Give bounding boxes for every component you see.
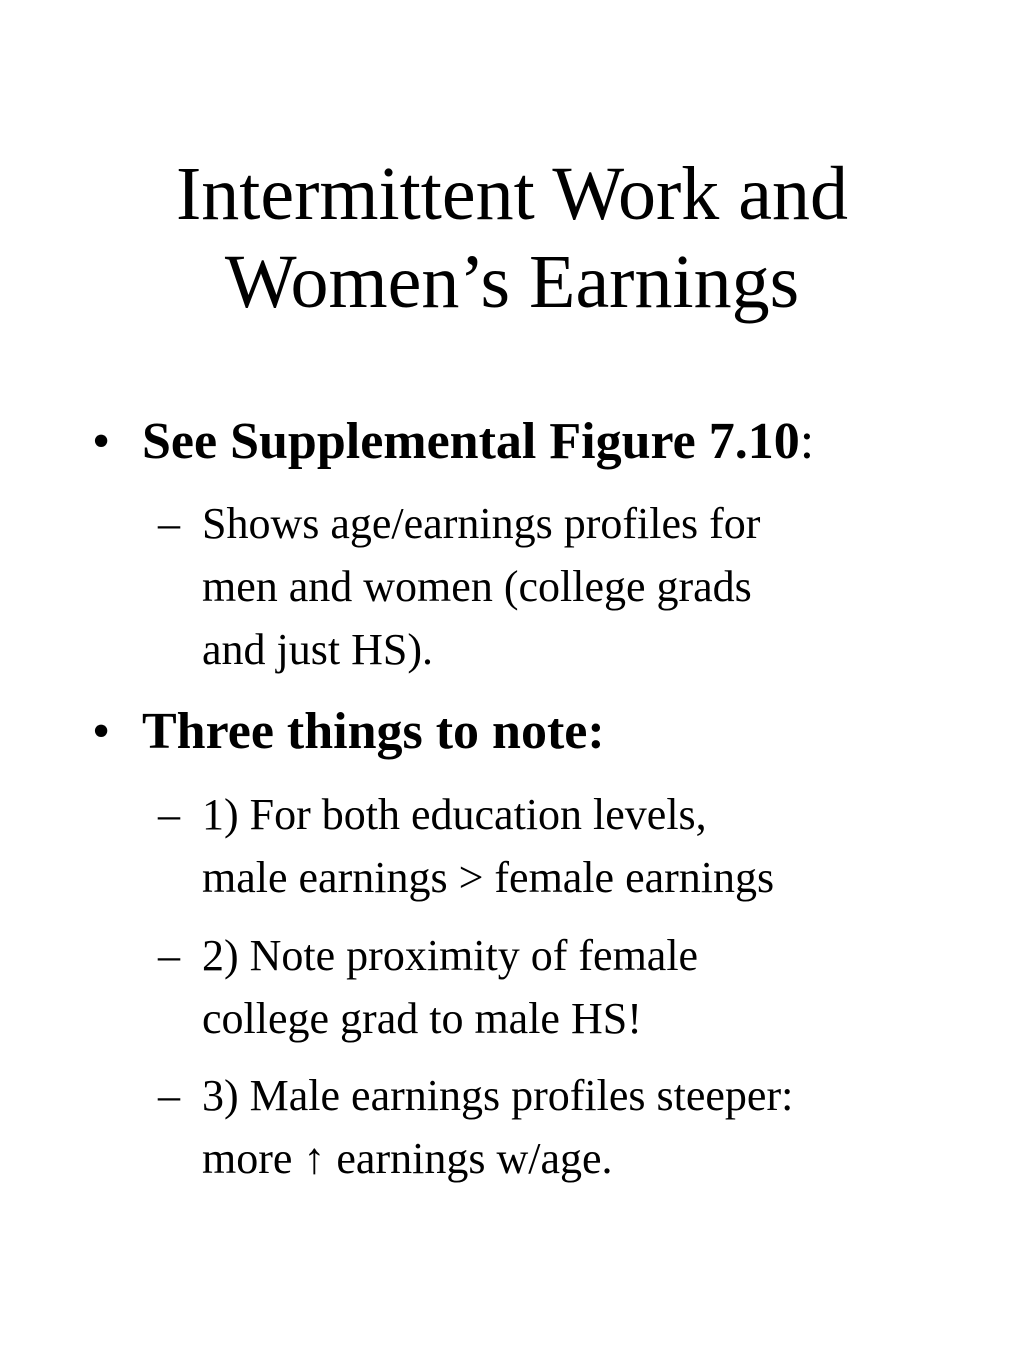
subitem-line: 3) Male earnings profiles steeper:	[202, 1071, 794, 1120]
subitem-line: and just HS).	[202, 625, 433, 674]
subitem-line: college grad to male HS!	[202, 994, 642, 1043]
subitem-line: 2) Note proximity of female	[202, 931, 699, 980]
subitem-line: male earnings > female earnings	[202, 853, 775, 902]
title-line-2: Women’s Earnings	[224, 240, 800, 324]
subitem-line: men and women (college grads	[202, 562, 752, 611]
subitem-text	[202, 783, 774, 909]
bullet-text	[142, 702, 605, 762]
subitem-marker: –	[158, 1071, 180, 1120]
subitem-text	[202, 492, 760, 681]
subitem-text	[202, 924, 698, 1050]
subitem-line: more ↑ earnings w/age.	[202, 1134, 613, 1183]
bullet-bold-text: Three things to note:	[142, 703, 605, 760]
subitem-marker: –	[158, 499, 180, 548]
subitem-line: Shows age/earnings profiles for	[202, 499, 761, 548]
bullet-bold-text: See Supplemental Figure 7.10	[142, 413, 800, 470]
subitem-marker: –	[158, 931, 180, 980]
bullet-suffix: :	[799, 413, 815, 470]
bullet-marker: •	[92, 703, 111, 760]
bullet-marker: •	[92, 413, 111, 470]
subitem-text	[202, 1064, 793, 1190]
slide-title	[0, 150, 1024, 326]
title-line-1: Intermittent Work and	[175, 152, 849, 236]
subitem-line: 1) For both education levels,	[202, 790, 707, 839]
bullet-text	[142, 412, 814, 472]
subitem-marker: –	[158, 790, 180, 839]
